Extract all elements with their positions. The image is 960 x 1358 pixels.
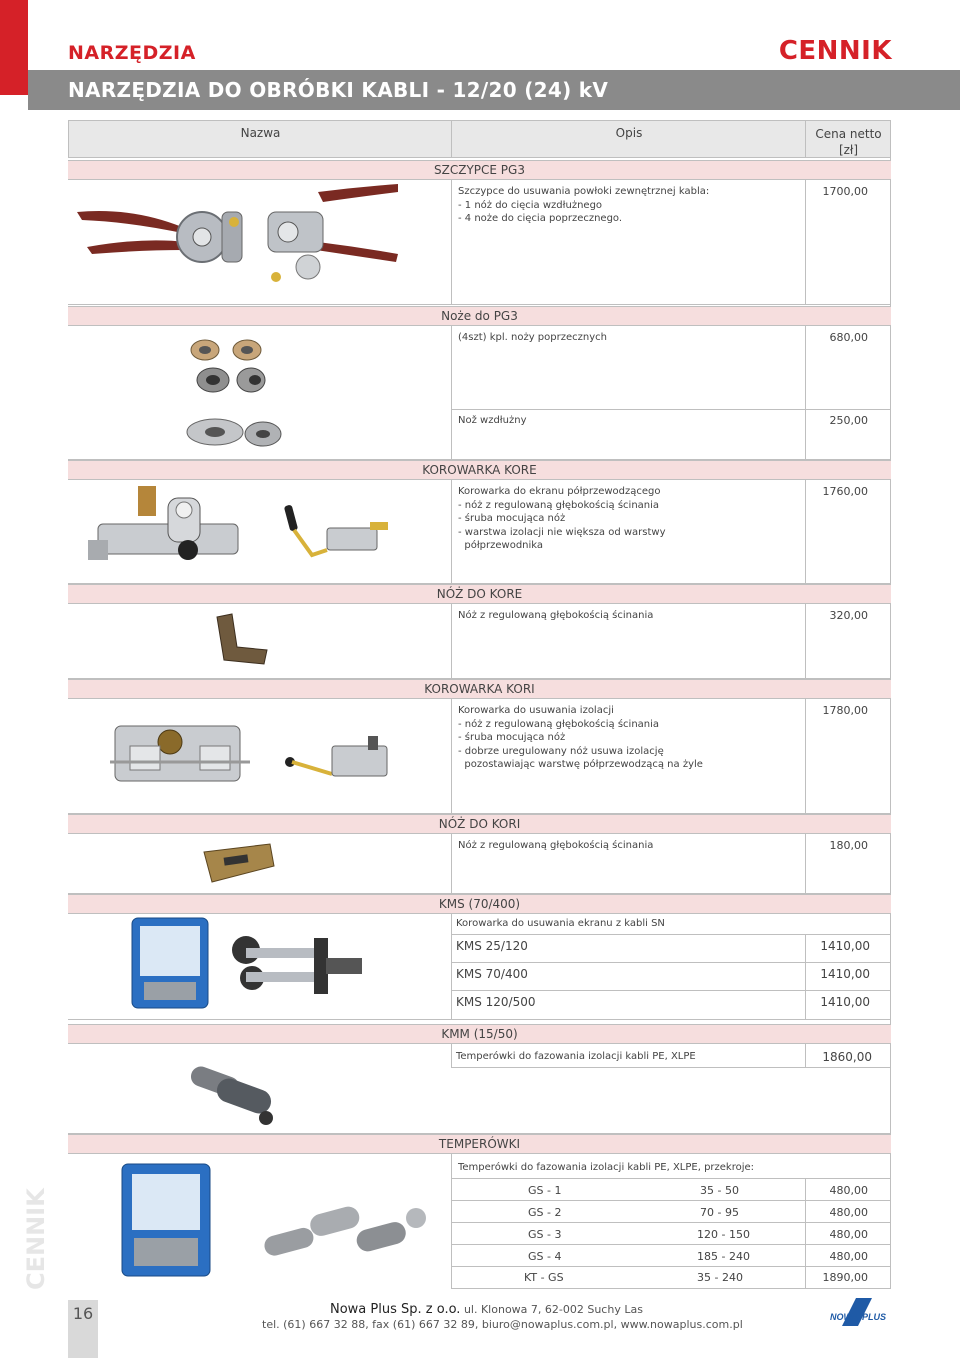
section-label: NARZĘDZIA [68,42,196,64]
product-description-kori: Korowarka do usuwania izolacji - nóż z regulowaną głębokością ścinania - śruba mocująca nóż - dobrze uregulowany nóż usuwa izolację pozostawiając warstwę półprzewodzącą na żyle [458,705,703,771]
product-price-noz-wzdluzny: 250,00 [829,414,868,427]
product-title-kori [68,679,891,699]
column-header-description: Opis [615,126,643,140]
nowa-plus-logo [828,1296,892,1328]
divider [805,179,806,304]
kore-stripper-handle-image [282,500,392,565]
product-price-noz-kore: 320,00 [829,609,868,622]
product-description-noze-pg3: (4szt) kpl. noży poprzecznych [458,332,607,343]
divider [451,1178,891,1179]
divider [451,409,891,410]
product-price-kmm: 1860,00 [822,1050,872,1064]
divider [451,120,452,158]
divider [451,179,452,304]
product-description-kore: Korowarka do ekranu półprzewodzącego - nóż z regulowaną głębokością ścinania - śruba mocująca nóż - warstwa izolacji nie większa od warstwy półprzewodnika [458,486,666,552]
product-title-text: KMS (70/400) [438,897,521,911]
kori-blade-image [202,840,277,886]
product-description-temperowki: Temperówki do fazowania izolacji kabli PE, XLPE, przekroje: [458,1162,755,1173]
kmm-tool-image [186,1060,282,1130]
product-description-kmm: Temperówki do fazowania izolacji kabli PE, XLPE [456,1051,696,1062]
gs-row-range: 120 - 150 [697,1228,750,1241]
divider [451,1200,891,1201]
product-title-noze-pg3 [68,306,891,326]
divider [451,1067,891,1068]
divider [451,934,891,935]
product-title-pg3 [68,160,891,180]
gs-row-code: KT - GS [524,1271,564,1284]
table-header [68,120,891,158]
company-address: ul. Klonowa 7, 62-002 Suchy Las [460,1303,643,1316]
product-title-temperowki [68,1134,891,1154]
pliers-open-image [258,182,408,292]
divider [451,1244,891,1245]
gs-row-price: 1890,00 [822,1271,868,1284]
divider [451,479,452,583]
product-description-kms: Korowarka do usuwania ekranu z kabli SN [456,918,665,929]
product-title-text: TEMPERÓWKI [438,1137,521,1151]
product-title-noz-kore [68,584,891,604]
kori-stripper-image [110,706,250,794]
product-price-kore: 1760,00 [822,485,868,498]
pliers-image [72,182,252,292]
company-contact: tel. (61) 667 32 88, fax (61) 667 32 89, biuro@nowaplus.com.pl, www.nowaplus.com.pl [262,1318,743,1331]
gs-row-code: GS - 1 [528,1184,562,1197]
red-corner-bar [0,0,28,95]
company-name: Nowa Plus Sp. z o.o. [330,1302,461,1317]
product-title-text: SZCZYPCE PG3 [434,163,525,177]
divider [805,698,806,813]
title-band [28,70,960,110]
divider [451,603,452,678]
kms-row-name: KMS 70/400 [456,967,528,981]
gs-row-code: GS - 4 [528,1250,562,1263]
gs-row-code: GS - 2 [528,1206,562,1219]
product-title-noz-kori [68,814,891,834]
divider [805,1043,806,1068]
gs-row-price: 480,00 [829,1206,868,1219]
product-description-noz-kori: Nóż z regulowaną głębokością ścinania [458,840,654,851]
product-price-pg3: 1700,00 [822,185,868,198]
product-description-noz-wzdluzny: Nož wzdłużny [458,415,527,426]
column-header-name: Nazwa [240,126,281,140]
product-title-kore [68,460,891,480]
divider [451,1288,891,1289]
side-cennik-label: CENNIK [22,1188,50,1290]
product-title-kms [68,894,891,914]
kms-row-name: KMS 120/500 [456,995,536,1009]
gs-row-price: 480,00 [829,1228,868,1241]
product-title-text: KMM (15/50) [441,1027,518,1041]
divider [890,158,891,1288]
product-description-pg3: Szczypce do usuwania powłoki zewnętrznej kabla: - 1 nóż do cięcia wzdłużnego - 4 noże do cięcia poprzecznego. [458,186,710,225]
kore-stripper-image [88,484,248,576]
column-header-price: Cena netto [zł] [815,127,882,157]
divider [451,962,891,963]
gs-row-range: 70 - 95 [700,1206,739,1219]
product-price-noz-kori: 180,00 [829,839,868,852]
product-description-noz-kore: Nóż z regulowaną głębokością ścinania [458,610,654,621]
divider [68,304,891,305]
product-title-text: NÓŻ DO KORE [436,587,523,601]
divider [451,990,891,991]
kori-stripper-handle-image [282,732,402,792]
divider [451,833,452,893]
kms-row-name: KMS 25/120 [456,939,528,953]
company-line [330,1302,643,1317]
divider [451,1153,452,1288]
divider [805,120,806,158]
divider [805,934,806,1020]
gs-row-price: 480,00 [829,1250,868,1263]
divider [451,698,452,813]
product-title-text: KOROWARKA KORE [422,463,537,477]
divider [805,603,806,678]
divider [68,1019,891,1020]
divider [805,833,806,893]
svg-text:NOWA: NOWA [830,1312,858,1322]
kms-stripper-image [226,928,366,998]
gs-row-range: 35 - 50 [700,1184,739,1197]
product-title-text: Noże do PG3 [441,309,518,323]
page-number: 16 [72,1304,94,1323]
divider [805,1178,806,1288]
svg-text:PLUS: PLUS [862,1312,887,1322]
kms-row-price: 1410,00 [820,967,870,981]
gs-row-price: 480,00 [829,1184,868,1197]
gs-row-code: GS - 3 [528,1228,562,1241]
product-price-kori: 1780,00 [822,704,868,717]
cennik-heading: CENNIK [778,36,892,66]
product-title-kmm [68,1024,891,1044]
kms-row-price: 1410,00 [820,939,870,953]
divider [451,325,452,460]
gs-row-range: 35 - 240 [697,1271,743,1284]
divider [451,1222,891,1223]
cutter-wheels-image [185,332,275,398]
temperowki-tools-image [258,1196,438,1266]
divider [451,1043,452,1068]
divider [451,913,452,1020]
divider [805,325,806,460]
product-title-text: KOROWARKA KORI [424,682,535,696]
divider [805,479,806,583]
page-title: NARZĘDZIA DO OBRÓBKI KABLI - 12/20 (24) kV [68,78,609,102]
gs-row-range: 185 - 240 [697,1250,750,1263]
nowa-plus-logo-icon [828,1296,892,1328]
temperowki-case-image [120,1162,212,1280]
product-title-text: NÓŻ DO KORI [438,817,521,831]
kore-blade-image [212,612,272,667]
product-price-noze-pg3: 680,00 [829,331,868,344]
kms-case-image [130,916,212,1012]
longitudinal-blade-image [185,412,285,452]
kms-row-price: 1410,00 [820,995,870,1009]
divider [451,1266,891,1267]
